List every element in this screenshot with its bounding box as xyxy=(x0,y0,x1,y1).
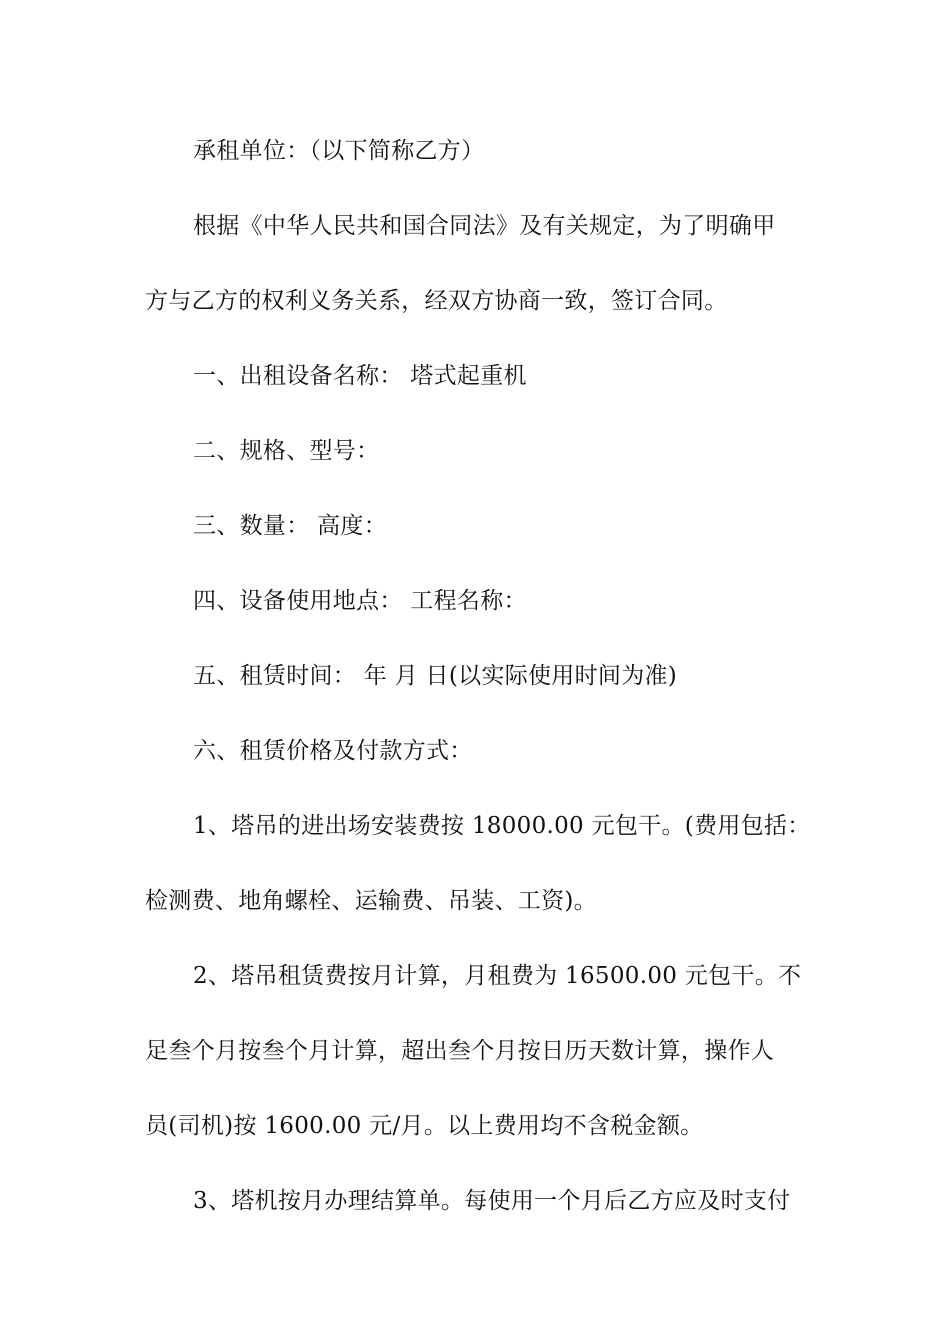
preamble-line-1: 根据《中华人民共和国合同法》及有关规定，为了明确甲 xyxy=(193,213,776,239)
clause-6-heading: 六、租赁价格及付款方式： xyxy=(193,738,473,764)
lessee-line: 承租单位：（以下简称乙方） xyxy=(193,138,485,164)
clause-1-equipment-name: 一、出租设备名称： 塔式起重机 xyxy=(193,363,527,389)
clause-3-quantity-height: 三、数量： 高度： xyxy=(193,513,388,539)
item-1-line-2: 检测费、地角螺栓、运输费、吊装、工资)。 xyxy=(145,888,597,914)
clause-4-location: 四、设备使用地点： 工程名称： xyxy=(193,588,527,614)
item-1-line-1: 1、塔吊的进出场安装费按 18000.00 元包干。(费用包括： xyxy=(193,813,811,839)
item-2-line-2: 足叁个月按叁个月计算，超出叁个月按日历天数计算，操作人 xyxy=(145,1038,775,1064)
preamble-line-2: 方与乙方的权利义务关系，经双方协商一致，签订合同。 xyxy=(145,288,728,314)
item-3-line-1: 3、塔机按月办理结算单。每使用一个月后乙方应及时支付 xyxy=(193,1188,791,1214)
clause-5-lease-time: 五、租赁时间： 年 月 日(以实际使用时间为准) xyxy=(193,663,678,689)
item-2-line-3: 员(司机)按 1600.00 元/月。以上费用均不含税金额。 xyxy=(145,1113,704,1139)
item-2-line-1: 2、塔吊租赁费按月计算，月租费为 16500.00 元包干。不 xyxy=(193,963,802,989)
clause-2-specification: 二、规格、型号： xyxy=(193,438,380,464)
